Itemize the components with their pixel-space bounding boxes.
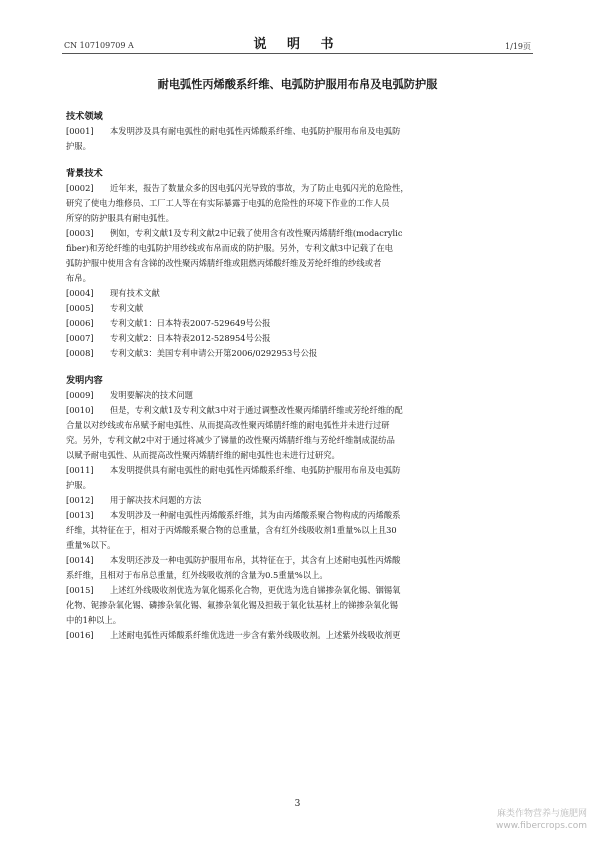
paragraph-line: 以赋予耐电弧性、从而提高改性聚丙烯腈纤维的耐电弧性也未进行过研究。 <box>66 450 340 460</box>
watermark <box>496 808 587 832</box>
paragraph-number: [0014] <box>66 555 94 565</box>
paragraph-number: [0013] <box>66 510 94 520</box>
paragraph-line: 化物、铌掺杂氧化锡、磷掺杂氧化锡、氟掺杂氧化锡及担载于氧化钛基材上的锑掺杂氧化锡 <box>66 600 398 610</box>
paragraph-number: [0001] <box>66 126 94 136</box>
paragraph-0002 <box>66 181 530 226</box>
paragraph-line: 专利文献3：美国专利申请公开第2006/0292953号公报 <box>110 348 318 358</box>
paragraph-line: 研究了使电力维修员、工厂工人等在有实际暴露于电弧的危险性的环境下作业的工作人员 <box>66 198 390 208</box>
paragraph-0001 <box>66 124 530 154</box>
document-type-heading: 说 明 书 <box>253 37 342 52</box>
paragraph-number: [0012] <box>66 495 94 505</box>
paragraph-line: 本发明涉及具有耐电弧性的耐电弧性丙烯酸系纤维、电弧防护服用布帛及电弧防 <box>110 126 401 136</box>
paragraph-line: 护服。 <box>66 480 91 490</box>
paragraph-line: 究。另外，专利文献2中对于通过将减少了锑量的改性聚丙烯腈纤维与芳纶纤维制成混纺品 <box>66 435 395 445</box>
paragraph-line: 专利文献1：日本特表2007-529649号公报 <box>110 318 271 328</box>
section-heading-tech-field: 技术领域 <box>66 111 103 122</box>
paragraph-0011 <box>66 463 530 493</box>
paragraph-0015 <box>66 583 530 628</box>
paragraph-number: [0008] <box>66 348 94 358</box>
paragraph-line: fiber)和芳纶纤维的电弧防护用纱线或布帛而成的防护服。另外，专利文献3中记载了在电 <box>66 243 393 253</box>
paragraph-line: 重量%以下。 <box>66 540 116 550</box>
paragraph-line: 布帛。 <box>66 273 91 283</box>
paragraph-number: [0011] <box>66 465 94 475</box>
paragraph-line: 系纤维，且相对于布帛总重量，红外线吸收剂的含量为0.5重量%以上。 <box>66 570 328 580</box>
paragraph-line: 现有技术文献 <box>110 288 160 298</box>
paragraph-number: [0006] <box>66 318 94 328</box>
paragraph-number: [0005] <box>66 303 94 313</box>
paragraph-line: 上述红外线吸收剂优选为氧化锡系化合物，更优选为选自锑掺杂氧化锡、铟锡氧 <box>110 585 401 595</box>
paragraph-line: 本发明提供具有耐电弧性的耐电弧性丙烯酸系纤维、电弧防护服用布帛及电弧防 <box>110 465 401 475</box>
paragraph-line: 中的1种以上。 <box>66 615 122 625</box>
section-heading-invention: 发明内容 <box>66 375 103 386</box>
paragraph-line: 纤维，其特征在于，相对于丙烯酸系聚合物的总重量，含有红外线吸收剂1重量%以上且30 <box>66 525 397 535</box>
paragraph-number: [0015] <box>66 585 94 595</box>
paragraph-number: [0004] <box>66 288 94 298</box>
paragraph-0005 <box>66 301 530 316</box>
paragraph-line: 用于解决技术问题的方法 <box>110 495 202 505</box>
paragraph-line: 本发明涉及一种耐电弧性丙烯酸系纤维，其为由丙烯酸系聚合物构成的丙烯酸系 <box>110 510 401 520</box>
paragraph-0007 <box>66 331 530 346</box>
paragraph-number: [0007] <box>66 333 94 343</box>
paragraph-line: 上述耐电弧性丙烯酸系纤维优选进一步含有紫外线吸收剂。上述紫外线吸收剂更 <box>110 630 401 640</box>
watermark-url: www.fibercrops.com <box>496 821 587 831</box>
paragraph-line: 护服。 <box>66 141 91 151</box>
page-counter: 1/19页 <box>505 42 531 51</box>
paragraph-number: [0009] <box>66 390 94 400</box>
paragraph-line: 所穿的防护服具有耐电弧性。 <box>66 213 174 223</box>
document-title: 耐电弧性丙烯酸系纤维、电弧防护服用布帛及电弧防护服 <box>157 77 438 91</box>
paragraph-line: 专利文献2：日本特表2012-528954号公报 <box>110 333 271 343</box>
paragraph-line: 合量以对纱线或布帛赋予耐电弧性、从而提高改性聚丙烯腈纤维的耐电弧性并未进行过研 <box>66 420 390 430</box>
paragraph-0004 <box>66 286 530 301</box>
paragraph-line: 近年来，报告了数量众多的因电弧闪光导致的事故，为了防止电弧闪光的危险性， <box>110 183 409 193</box>
paragraph-line: 弧防护服中使用含有含锑的改性聚丙烯腈纤维或阻燃丙烯酸纤维及芳纶纤维的纱线或者 <box>66 258 382 268</box>
paragraph-line: 但是，专利文献1及专利文献3中对于通过调整改性聚丙烯腈纤维或芳纶纤维的配 <box>110 405 403 415</box>
paragraph-0013 <box>66 508 530 553</box>
paragraph-0016 <box>66 628 530 643</box>
paragraph-number: [0003] <box>66 228 94 238</box>
paragraph-0006 <box>66 316 530 331</box>
paragraph-0014 <box>66 553 530 583</box>
page-number: 3 <box>294 799 301 809</box>
paragraph-line: 发明要解决的技术问题 <box>110 390 193 400</box>
paragraph-line: 例如，专利文献1及专利文献2中记载了使用含有改性聚丙烯腈纤维(modacrylic <box>110 228 403 238</box>
paragraph-0010 <box>66 403 530 463</box>
section-heading-background: 背景技术 <box>66 168 103 179</box>
paragraph-0008 <box>66 346 530 361</box>
paragraph-0009 <box>66 388 530 403</box>
paragraph-number: [0010] <box>66 405 94 415</box>
header-divider <box>62 53 533 54</box>
paragraph-line: 本发明还涉及一种电弧防护服用布帛，其特征在于，其含有上述耐电弧性丙烯酸 <box>110 555 401 565</box>
patent-number: CN 107109709 A <box>64 41 134 50</box>
paragraph-number: [0002] <box>66 183 94 193</box>
watermark-line: 麻类作物营养与施肥网 <box>496 809 587 819</box>
paragraph-number: [0016] <box>66 630 94 640</box>
paragraph-line: 专利文献 <box>110 303 144 313</box>
document-body <box>66 109 530 643</box>
paragraph-0012 <box>66 493 530 508</box>
paragraph-0003 <box>66 226 530 286</box>
